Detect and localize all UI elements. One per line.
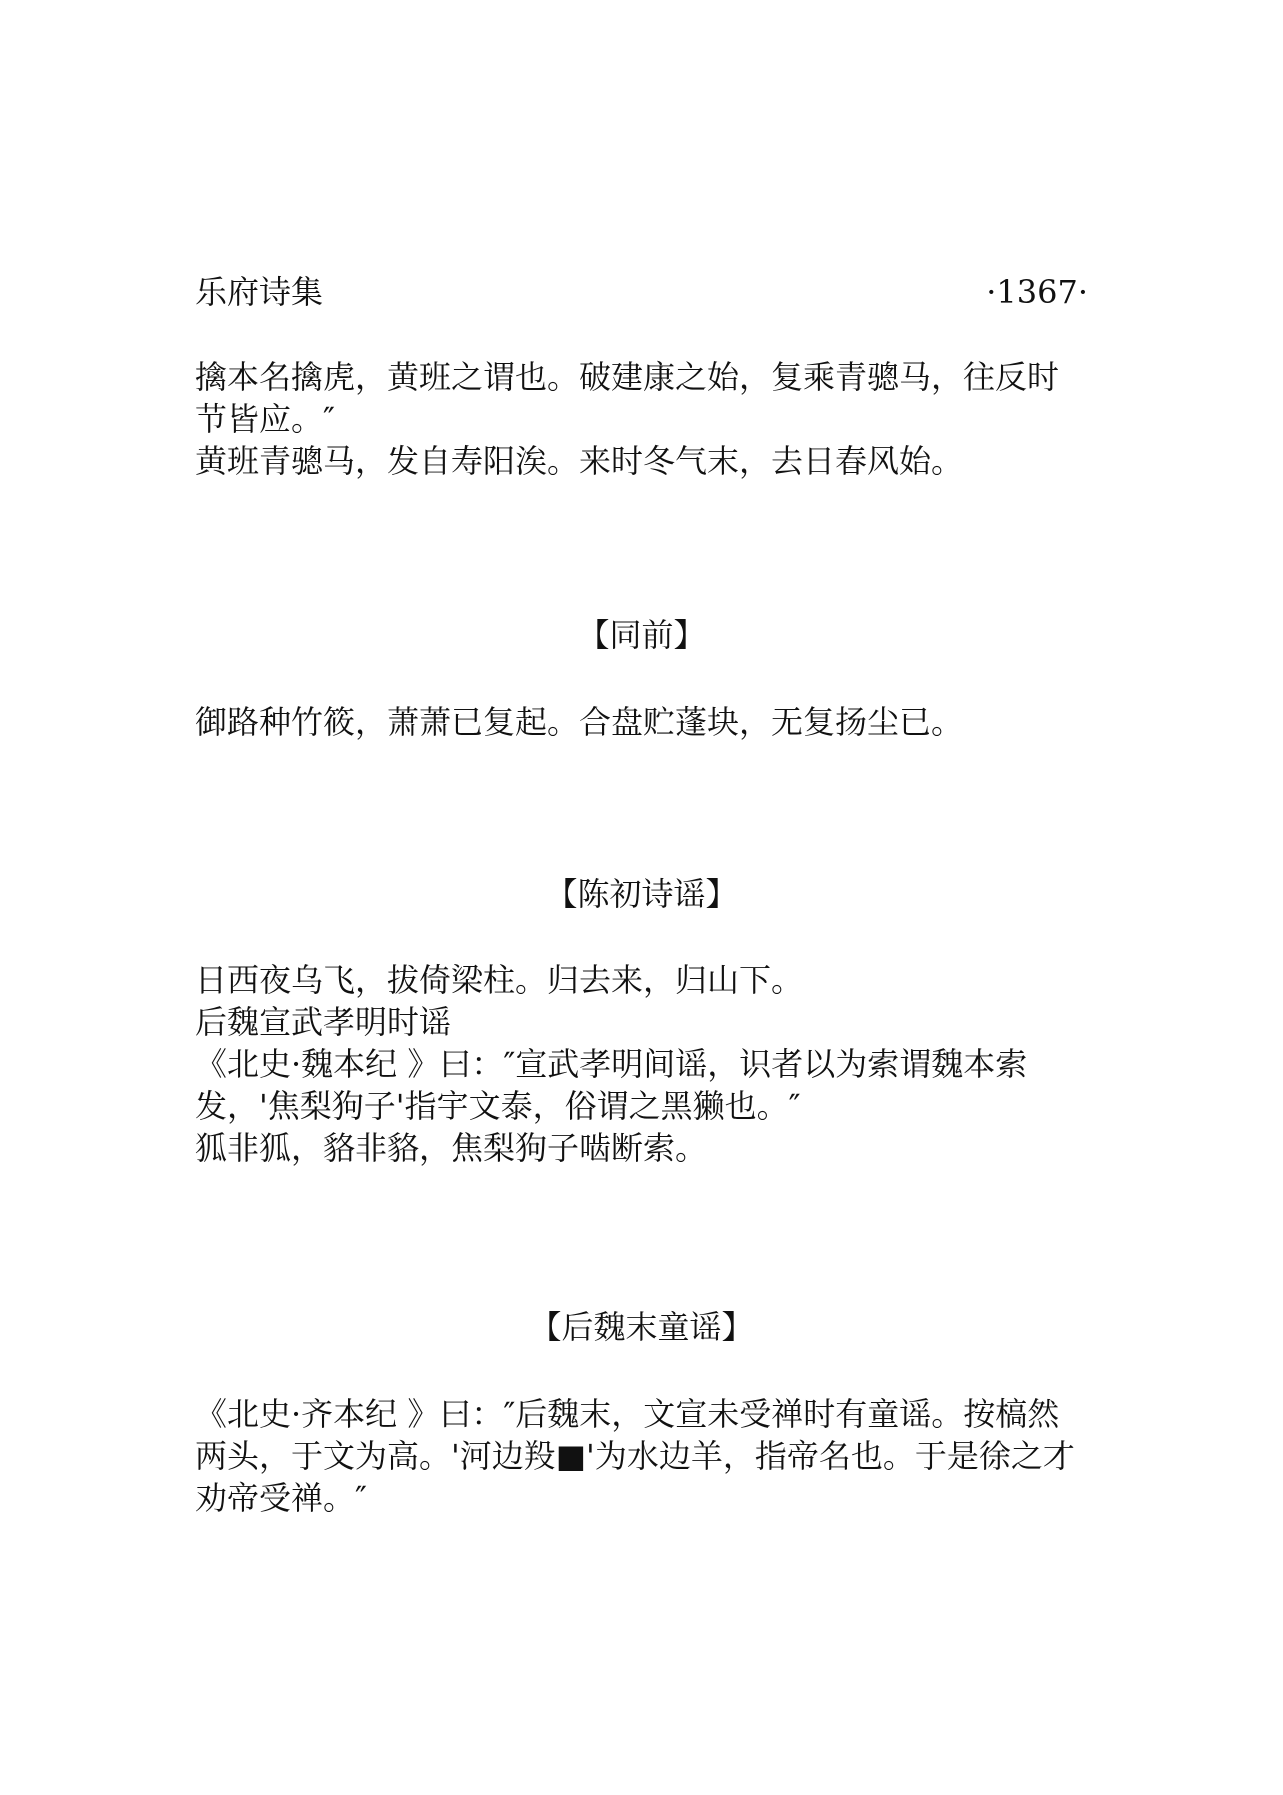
text-block-3 <box>195 959 1088 1169</box>
paragraph: 后魏宣武孝明时谣 <box>195 1003 452 1041</box>
paragraph: 日西夜乌飞，拔倚梁柱。归去来，归山下。 <box>195 961 804 999</box>
paragraph: 擒本名擒虎，黄班之谓也。破建康之始，复乘青骢马，往反时节皆应。″ <box>195 358 1060 438</box>
book-title: 乐府诗集 <box>195 273 324 311</box>
section-heading: 【陈初诗谣】 <box>545 875 738 913</box>
paragraph: 黄班青骢马，发自寿阳涘。来时冬气末，去日春风始。 <box>195 442 964 480</box>
text-block-4 <box>195 1393 1088 1519</box>
text-block-1 <box>195 356 1088 482</box>
page-header <box>195 268 1088 316</box>
paragraph: 狐非狐，貉非貉，焦梨狗子啮断索。 <box>195 1129 708 1167</box>
text-block-2 <box>195 701 1088 743</box>
paragraph: 《北史·齐本纪 》曰：″后魏末，文宣未受禅时有童谣。按槁然两头，于文为高。'河边羖■'为水边羊，指帝名也。于是徐之才劝帝受禅。″ <box>195 1395 1075 1517</box>
paragraph: 《北史·魏本纪 》曰：″宣武孝明间谣，识者以为索谓魏本索发，'焦梨狗子'指宇文泰，俗谓之黑獭也。″ <box>195 1045 1028 1125</box>
page-number: ·1367· <box>986 273 1088 311</box>
section-heading: 【同前】 <box>577 616 706 654</box>
section-heading: 【后魏末童谣】 <box>529 1308 754 1346</box>
paragraph: 御路种竹筱，萧萧已复起。合盘贮蓬块，无复扬尘已。 <box>195 703 964 741</box>
